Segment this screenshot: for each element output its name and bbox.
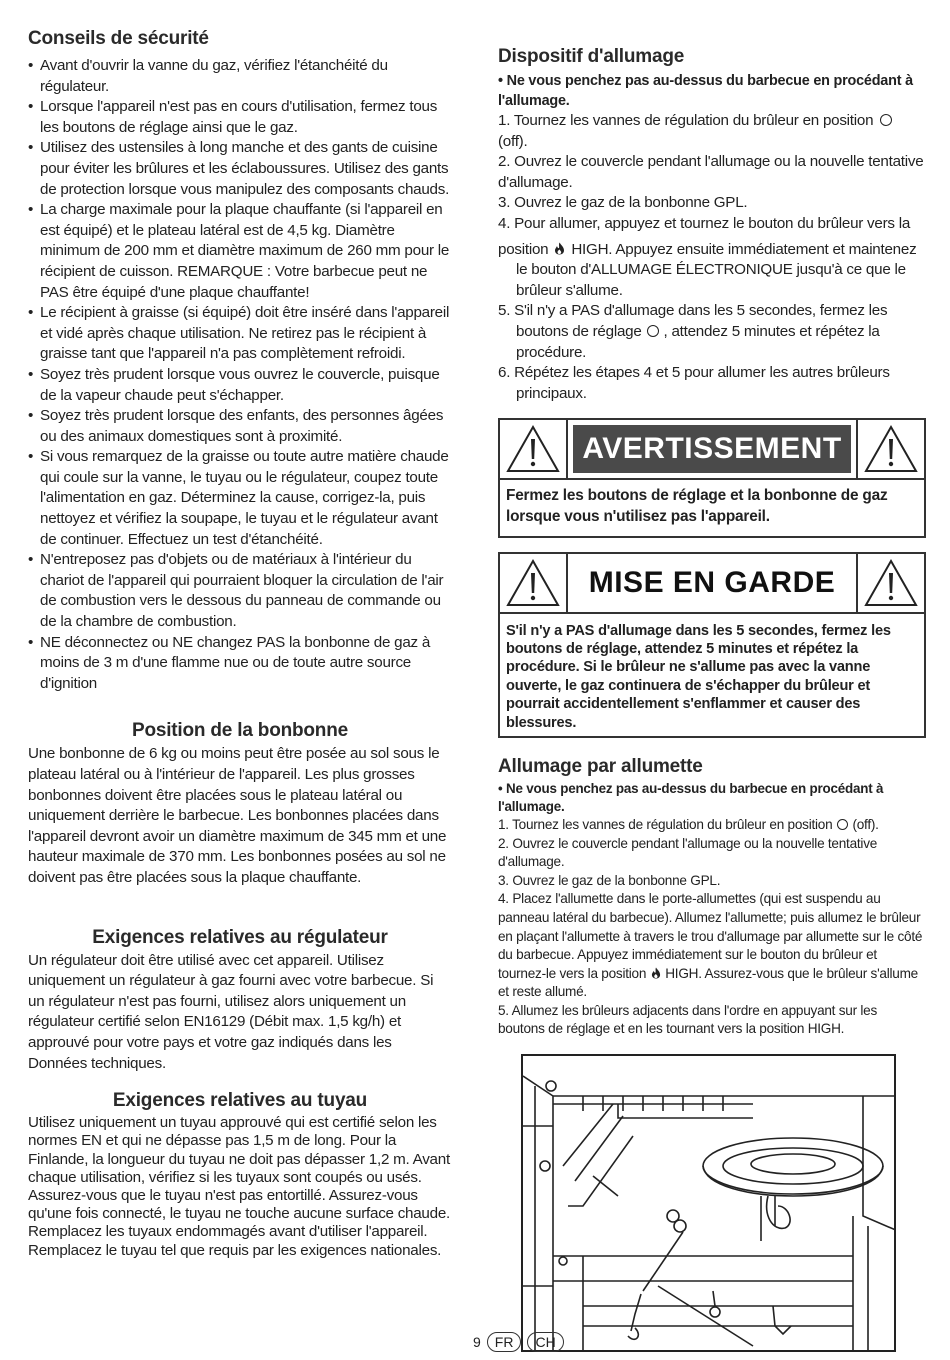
list-item: 1. Tournez les vannes de régulation du brûleur en position (off).	[498, 111, 926, 152]
ignition-steps	[498, 111, 926, 404]
flame-icon	[651, 967, 661, 979]
warning-box-mise-en-garde	[498, 552, 926, 738]
warning-title: AVERTISSEMENT	[573, 425, 851, 473]
list-item: 3. Ouvrez le gaz de la bonbonne GPL.	[498, 194, 748, 212]
bbq-match-holder-illustration	[521, 1054, 896, 1352]
hose-text: Utilisez uniquement un tuyau approuvé qui est certifié selon les normes EN et qui ne dépasse pas 1,5 m de long. Pour la Finlande, la longueur du tuyau ne doit pas dépasser 1,2 m. Avant chaque utilisation, vérifiez si les tuyaux sont coupés ou usés. Assurez-vous que le tuyau n'est pas entortillé. Assurez-vous qu'une fois connecté, le tuyau ne touche aucune surface chaude. Remplacez les tuyaux endommagés avant d'utiliser l'appareil. Remplacez le tuyau tel que requis par les exigences nationales.	[28, 1114, 450, 1259]
list-item: 5. S'il n'y a PAS d'allumage dans les 5 secondes, fermez les boutons de réglage , attendez 5 minutes et répétez la procédure.	[498, 302, 888, 361]
warning-triangle-icon	[863, 424, 919, 474]
match-warning: • Ne vous penchez pas au-dessus du barbecue en procédant à l'allumage.	[498, 780, 884, 814]
list-item: 4. Pour allumer, appuyez et tournez le bouton du brûleur vers la position HIGH. Appuyez ensuite immédiatement et maintenez le bouton d'ALLUMAGE ÉLECTRONIQUE jusqu'à ce que le brûleur s'allume.	[498, 214, 917, 299]
list-item: • Soyez très prudent lorsque des enfants, des personnes âgées ou des animaux domestiques sont à proximité.	[28, 406, 452, 447]
list-item: • N'entreposez pas d'objets ou de matériaux à l'intérieur du chariot de l'appareil qui pourraient bloquer la circulation de l'air de combustion vers le dessous du panneau de commande ou de la chambre de combustion.	[28, 550, 452, 632]
safety-list	[28, 56, 452, 694]
list-item: • Si vous remarquez de la graisse ou toute autre matière chaude qui coule sur la vanne, le tuyau ou le régulateur, coupez toute l'alimentation en gaz. Déterminez la cause, corrigez-la, puis nettoyez et vérifiez la soupape, le tuyau et le régulateur avant de continuer. Effectuez un test d'étanchéité.	[28, 447, 452, 550]
list-item: 2. Ouvrez le couvercle pendant l'allumage ou la nouvelle tentative d'allumage.	[498, 835, 878, 870]
list-item: 4. Placez l'allumette dans le porte-allumettes (qui est suspendu au panneau latéral du barbecue). Allumez l'allumette; puis allumez le brûleur en plaçant l'allumette à travers le trou d'allumage par allumette sur le côté du barbecue. Appuyez immédiatement sur le bouton du brûleur et tournez-le vers la position HIGH. Assurez-vous que le brûleur s'allume et reste allumé.	[498, 891, 923, 1000]
language-badge-ch: CH	[527, 1332, 563, 1352]
bottle-text: Une bonbonne de 6 kg ou moins peut être posée au sol sous le plateau latéral ou à l'intérieur de l'appareil. Les plus grosses bonbonnes doivent être placées sous le plateau latéral ou uniquement derrière le barbecue. Les bonbonnes placées dans l'appareil devront avoir un diamètre maximum de 345 mm et une hauteur maximale de 370 mm. Les bonbonnes posées au sol ne doivent pas être placées sous la plaque chauffante.	[28, 745, 447, 886]
list-item: 5. Allumez les brûleurs adjacents dans l'ordre en appuyant sur les boutons de réglage et en les tournant vers la position HIGH.	[498, 1002, 878, 1037]
bottle-title: Position de la bonbonne	[131, 720, 348, 742]
ignition-warning: • Ne vous penchez pas au-dessus du barbecue en procédant à l'allumage.	[498, 73, 913, 109]
list-item: 3. Ouvrez le gaz de la bonbonne GPL.	[498, 872, 721, 888]
list-item: • La charge maximale pour la plaque chauffante (si l'appareil en est équipé) et le plateau latéral est de 4,5 kg. Diamètre minimum de 200 mm et diamètre maximum de 260 mm pour le récipient de cuisson. REMARQUE : Votre barbecue peut ne PAS être équipé d'une plaque chauffante!	[28, 200, 452, 303]
caution-title: MISE EN GARDE	[568, 554, 856, 612]
caution-text: S'il n'y a PAS d'allumage dans les 5 secondes, fermez les boutons de réglage, attendez 5 minutes et répétez la procédure. Si le brûleur ne s'allume pas avec la vanne ouverte, le gaz continuera de s'échapper du brûleur et pourrait accidentellement s'enflammer et causer des blessures.	[506, 622, 891, 731]
ignition-title: Dispositif d'allumage	[498, 46, 685, 67]
list-item: • NE déconnectez ou NE changez PAS la bonbonne de gaz à moins de 3 m d'une flamme nue ou de toute autre source d'ignition	[28, 633, 452, 695]
regulator-title: Exigences relatives au régulateur	[92, 926, 388, 948]
off-circle-icon	[837, 819, 848, 830]
list-item: • Le récipient à graisse (si équipé) doit être inséré dans l'appareil et vidé après chaque utilisation. Ne retirez pas le récipient à graisse tant que l'appareil n'a pas complètement refroidi.	[28, 303, 452, 365]
list-item: 1. Tournez les vannes de régulation du brûleur en position (off).	[498, 816, 879, 832]
warning-triangle-icon	[505, 424, 561, 474]
warning-text: Fermez les boutons de réglage et la bonbonne de gaz lorsque vous n'utilisez pas l'appareil.	[506, 487, 888, 525]
right-column	[498, 46, 926, 1039]
left-column	[28, 28, 452, 1260]
list-item: 6. Répétez les étapes 4 et 5 pour allumer les autres brûleurs principaux.	[498, 364, 890, 402]
regulator-text: Un régulateur doit être utilisé avec cet appareil. Utilisez uniquement un régulateur à gaz fourni avec votre barbecue. Si un régulateur n'est pas fourni, utilisez alors uniquement un régulateur certifié selon EN16129 (Débit max. 1,5 kg/h) et approuvé pour votre pays et votre gaz indiqués dans les Données techniques.	[28, 951, 434, 1072]
list-item: • Utilisez des ustensiles à long manche et des gants de cuisine pour éviter les brûlures et les éclaboussures. Utilisez des gants de protection lorsque vous manipulez des composants chauds.	[28, 138, 452, 200]
off-circle-icon	[647, 325, 659, 337]
list-item: • Avant d'ouvrir la vanne du gaz, vérifiez l'étanchéité du régulateur.	[28, 56, 452, 97]
page-footer	[473, 1332, 564, 1352]
safety-title: Conseils de sécurité	[28, 28, 209, 49]
language-badge-fr: FR	[487, 1332, 522, 1352]
list-item: 2. Ouvrez le couvercle pendant l'allumage ou la nouvelle tentative d'allumage.	[498, 153, 924, 191]
match-steps	[498, 816, 926, 1039]
warning-triangle-icon	[505, 558, 561, 608]
match-title: Allumage par allumette	[498, 755, 703, 777]
warning-box-avertissement	[498, 418, 926, 537]
page-number: 9	[473, 1334, 481, 1350]
warning-triangle-icon	[863, 558, 919, 608]
off-circle-icon	[880, 114, 892, 126]
list-item: • Soyez très prudent lorsque vous ouvrez le couvercle, puisque de la vapeur chaude peut s'échapper.	[28, 365, 452, 406]
flame-icon	[554, 242, 565, 255]
list-item: • Lorsque l'appareil n'est pas en cours d'utilisation, fermez tous les boutons de réglage ainsi que le gaz.	[28, 97, 452, 138]
hose-title: Exigences relatives au tuyau	[112, 1090, 368, 1112]
bbq-burner-illustration	[523, 1056, 896, 1352]
